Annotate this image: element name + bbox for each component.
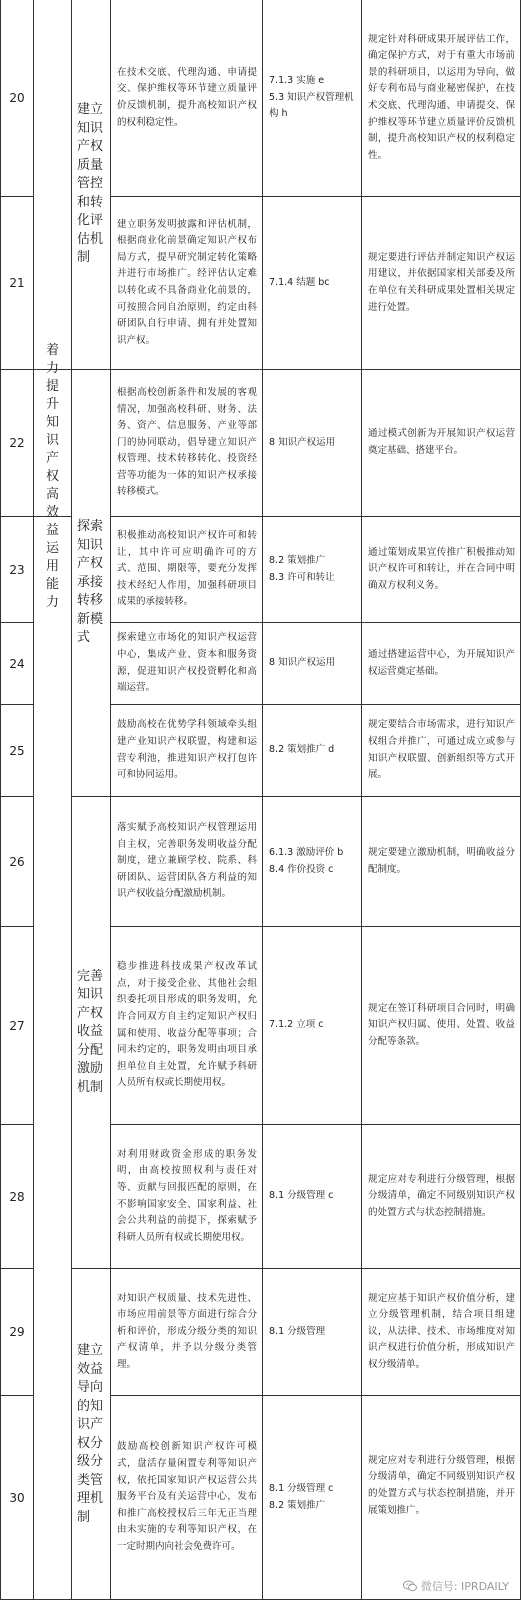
subcategory-label: 完善知识产权收益分配激励机制: [77, 968, 104, 1095]
content-cell: 对利用财政资金形成的职务发明，由高校按照权利与责任对等、贡献与回报匹配的原则，在不影响国家安全、国家利益、社会公共利益的前提下，探索赋予科研人员所有权或长期使用权。: [117, 1148, 257, 1243]
clause-ref-cell: 8 知识产权运用: [269, 657, 336, 669]
col-divider: [33, 0, 34, 1600]
category-cell: [34, 343, 71, 610]
requirement-cell: 规定应对专利进行分级管理，根据分级清单，确定不同级别知识产权的处置方式与状态控制措施。: [368, 1173, 515, 1218]
clause-ref-cell: 8.1 分级管理 c 8.2 策划推广: [269, 1482, 334, 1511]
row-number: 27: [9, 1018, 25, 1033]
subcategory-cell: [72, 797, 110, 1268]
watermark: [403, 1578, 509, 1594]
requirement-cell: 规定应对专利进行分级管理，根据分级清单，确定不同级别知识产权的处置方式与状态控制措施，并开展策划推广。: [368, 1454, 515, 1516]
clause-ref-cell: 8.1 分级管理: [269, 1325, 326, 1337]
requirement-cell: 规定在签订科研项目合同时，明确知识产权归属、使用、处置、收益分配等条款。: [368, 1002, 515, 1047]
requirement-cell: 通过策划成果宣传推广积极推动知识产权许可和转让，并在合同中明确双方权利义务。: [368, 546, 515, 591]
content-cell: 根据高校创新条件和发展的客观情况，加强高校科研、财务、法务、资产、信息服务、产业等部门的协同联动，倡导建立知识产权管理、技术转移转化、投资经营等功能为一体的知识产权承接转移模式。: [117, 386, 257, 498]
subcategory-cell: [72, 370, 110, 796]
content-cell: 鼓励高校在优势学科领域牵头组建产业知识产权联盟，构建和运营专利池，推进知识产权打包许可和协同运用。: [117, 719, 257, 781]
clause-ref-cell: 8.2 策划推广 8.3 许可和转让: [269, 554, 335, 583]
subcategory-label: 建立效益导向的知识产权分级分类管理机制: [77, 1343, 104, 1525]
clause-ref-cell: 6.1.3 激励评价 b 8.4 作价投资 c: [269, 846, 344, 875]
requirement-cell: 通过搭建运营中心，为开展知识产权运营奠定基础。: [368, 648, 515, 677]
clause-ref-cell: 8 知识产权运用: [269, 436, 336, 448]
row-number: 26: [9, 854, 25, 869]
row-number: 30: [9, 1490, 25, 1505]
clause-ref-cell: 8.2 策划推广 d: [269, 744, 335, 756]
clause-ref-cell: 8.1 分级管理 c: [269, 1190, 334, 1202]
row-number: 23: [9, 562, 25, 577]
row-number: 25: [9, 743, 25, 758]
subcategory-cell: [72, 0, 110, 369]
content-cell: 积极推动高校知识产权许可和转让，其中许可应明确许可的方式、范围、期限等，要充分发挥技术经纪人作用，加强科研项目成果的承接转移。: [117, 530, 257, 608]
row-number: 21: [9, 276, 25, 290]
row-number: 20: [9, 91, 25, 105]
row-number: 22: [9, 436, 25, 450]
requirement-cell: 通过模式创新为开展知识产权运营奠定基础、搭建平台。: [368, 428, 515, 456]
content-cell: 稳步推进科技成果产权改革试点，对于接受企业、其他社会组织委托项目形成的职务发明，允许合同双方自主约定知识产权归属和使用、收益分配等事项；合同未约定的，职务发明由项目承担单位自主处置，允许赋予科研人员所有权或长期使用权。: [117, 961, 257, 1089]
category-label: 着力提升知识产权高效益运用能力: [45, 343, 59, 610]
row-number: 28: [9, 1189, 25, 1204]
requirement-cell: 规定应基于知识产权价值分析，建立分级管理机制，结合项目组建议，从法律、技术、市场维度对知识产权进行价值分析，形成知识产权分级清单。: [368, 1292, 515, 1370]
clause-ref-cell: 7.1.3 实施 e 5.3 知识产权管理机构 h: [269, 75, 354, 120]
requirement-cell: 规定要进行评估并制定知识产权运用建议，并依据国家相关部委及所在单位有关科研成果处置相关规定进行处置。: [368, 251, 515, 313]
wechat-icon: [403, 1580, 417, 1592]
watermark-text: 微信号: IPRDAILY: [420, 1580, 509, 1593]
requirement-cell: 规定针对科研成果开展评估工作，确定保护方式，对于有重大市场前景的科研项目，以运用为导向，做好专利布局与商业秘密保护，在技术交底、代理沟通、申请提交、保护维权等环节建立质量评价反馈机制，提升高校知识产权的权利稳定性。: [368, 33, 515, 161]
content-cell: 在技术交底、代理沟通、申请提交、保护维权等环节建立质量评价反馈机制，提升高校知识产权的权利稳定性。: [117, 66, 257, 128]
subcategory-label: 探索知识产权承接转移新模式: [77, 519, 104, 646]
subcategory-cell: [72, 1269, 110, 1600]
content-cell: 建立职务发明披露和评估机制，根据商业化前景确定知识产权布局方式，提早研究制定转化策略并进行市场推广。经评估认定难以转化或不具备商业化前景的，可按照合同自治原则，约定由科研团队自行申请、拥有并处置知识产权。: [117, 218, 257, 346]
content-cell: 对知识产权质量、技术先进性、市场应用前景等方面进行综合分析和评价，形成分级分类的知识产权清单，并予以分级分类管理。: [117, 1292, 257, 1370]
row-number: 29: [9, 1325, 25, 1339]
subcategory-label: 建立知识产权质量管控和转化评估机制: [77, 102, 104, 266]
content-cell: 探索建立市场化的知识产权运营中心，集成产业、资本和服务资源，促进知识产权投资孵化和高端运营。: [117, 632, 257, 694]
requirement-cell: 规定要建立激励机制，明确收益分配制度。: [368, 846, 515, 875]
requirement-cell: 规定要结合市场需求，进行知识产权组合并推广，可通过成立或参与知识产权联盟、创新组织等方式开展。: [368, 719, 515, 781]
row-number: 24: [9, 656, 25, 671]
content-cell: 鼓励高校创新知识产权许可模式，盘活存量闲置专利等知识产权，依托国家知识产权运营公共服务平台及有关运营中心，发布和推广高校授权后三年无正当理由未实施的专利等知识产权，在一定时期内向社会免费许可。: [117, 1441, 257, 1552]
content-cell: 落实赋予高校知识产权管理运用自主权，完善职务发明收益分配制度，建立兼顾学校、院系、科研团队、运营团队各方利益的知识产权收益分配激励机制。: [117, 822, 257, 900]
clause-ref-cell: 7.1.4 结题 bc: [269, 276, 330, 288]
clause-ref-cell: 7.1.2 立项 c: [269, 1019, 324, 1031]
